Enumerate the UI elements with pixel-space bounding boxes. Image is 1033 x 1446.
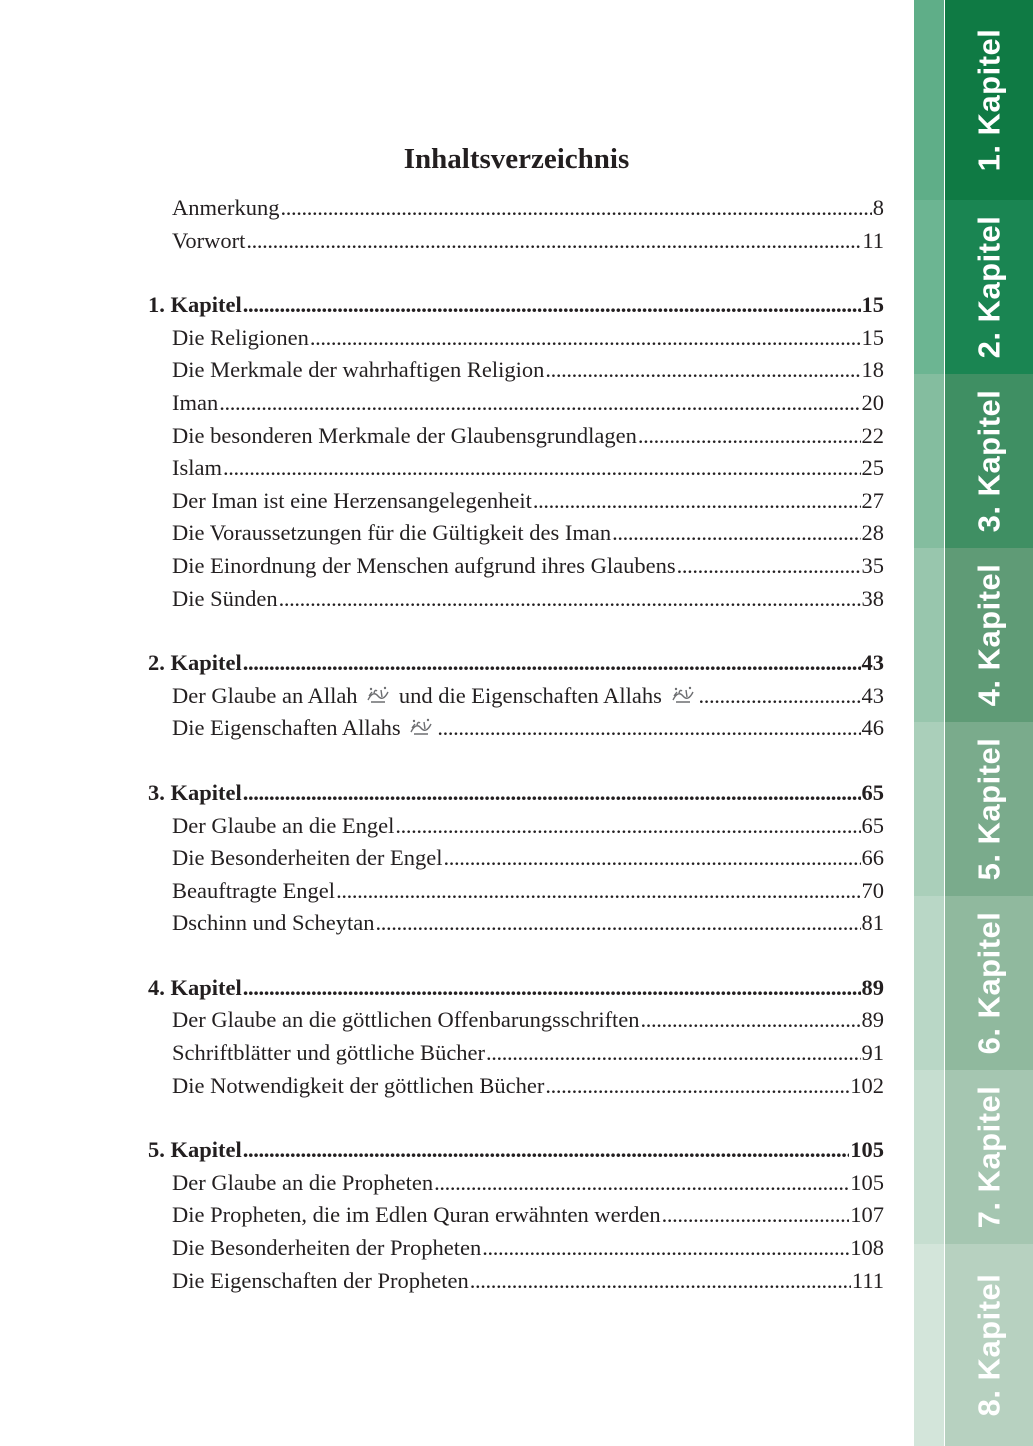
dot-leader (310, 322, 861, 354)
toc-entry-page: 38 (861, 585, 884, 611)
toc-entry (148, 420, 884, 453)
chapter-tab-3[interactable] (914, 374, 1033, 548)
dot-leader (699, 680, 861, 712)
toc-entry-label: Die Besonderheiten der Engel (172, 845, 443, 871)
toc-entry-page: 28 (861, 520, 884, 546)
tab-label: 1. Kapitel (971, 28, 1007, 172)
toc-entry-page: 35 (861, 552, 884, 578)
toc-entry-page: 105 (850, 1169, 884, 1195)
tab-strip (914, 374, 944, 548)
toc-entry-label: Die Besonderheiten der Propheten (172, 1235, 482, 1261)
toc-entry (148, 1004, 884, 1037)
toc-entry-label: Der Iman ist eine Herzensangelegenheit (172, 487, 532, 513)
toc-entry-label-part1: Die Eigenschaften Allahs (172, 715, 401, 741)
toc-entry (148, 680, 884, 713)
toc-chapter-heading (148, 289, 884, 322)
dot-leader (638, 420, 861, 452)
toc-entry-label: Anmerkung (172, 195, 280, 220)
dot-leader (219, 387, 860, 419)
tab-strip (914, 0, 944, 200)
dot-leader (545, 1070, 849, 1102)
toc-entry-label: Die Einordnung der Menschen aufgrund ihres Glaubens (172, 552, 676, 578)
toc-entry-page: 70 (861, 877, 884, 903)
toc-entry-page: 107 (850, 1202, 884, 1228)
toc-chapter-label: 4. Kapitel (148, 974, 242, 1000)
toc-entry (148, 517, 884, 550)
toc-entry-label: Der Glaube an die Engel (172, 812, 395, 838)
chapter-tab-6[interactable] (914, 896, 1033, 1070)
dot-leader (246, 225, 861, 257)
chapter-tab-1[interactable] (914, 0, 1033, 200)
toc-entry (148, 225, 884, 258)
toc-chapter-page: 15 (861, 292, 884, 318)
calligraphy-seal-icon (365, 684, 391, 706)
toc-chapter-page: 43 (861, 650, 884, 676)
toc-chapter-page: 89 (861, 974, 884, 1000)
toc-chapter-page: 65 (861, 779, 884, 805)
toc-entry (148, 354, 884, 387)
toc-chapter-heading (148, 647, 884, 680)
calligraphy-seal-icon (408, 716, 434, 738)
toc-entry-page: 25 (861, 455, 884, 481)
toc-entry-page: 8 (872, 195, 884, 220)
dot-leader (444, 842, 861, 874)
dot-leader (243, 1134, 850, 1166)
toc-chapter-label: 1. Kapitel (148, 292, 242, 318)
toc-entry (148, 1167, 884, 1200)
chapter-tab-8[interactable] (914, 1244, 1033, 1446)
toc-entry (148, 1070, 884, 1103)
toc-chapter-heading (148, 972, 884, 1005)
toc-entry (148, 810, 884, 843)
tab-label: 5. Kapitel (971, 737, 1007, 881)
toc-entry (148, 1037, 884, 1070)
tab-label: 2. Kapitel (971, 215, 1007, 359)
toc-entry-page: 18 (861, 357, 884, 383)
toc-entry (148, 192, 884, 225)
dot-leader (486, 1037, 860, 1069)
tab-label: 3. Kapitel (971, 389, 1007, 533)
toc-entry (148, 712, 884, 745)
dot-leader (482, 1232, 849, 1264)
toc-entry (148, 452, 884, 485)
toc-entry-label: Islam (172, 455, 222, 481)
toc-entry-label: Die Merkmale der wahrhaftigen Religion (172, 357, 545, 383)
tab-strip (914, 1244, 944, 1446)
toc-entry (148, 322, 884, 355)
tab-strip (914, 200, 944, 374)
toc-entry-label (172, 680, 698, 712)
dot-leader (375, 907, 860, 939)
toc-entry-page: 111 (851, 1267, 884, 1293)
dot-leader (243, 647, 861, 679)
toc-entry-label: Die Notwendigkeit der göttlichen Bücher (172, 1072, 545, 1098)
toc-entry (148, 875, 884, 908)
toc-entry-page: 11 (862, 227, 884, 253)
toc-entry-page: 81 (861, 910, 884, 936)
toc-entry-page: 20 (861, 389, 884, 415)
toc-entry-page: 108 (850, 1235, 884, 1261)
toc-entry-page: 15 (861, 324, 884, 350)
toc-entry-page: 66 (861, 845, 884, 871)
toc-entry-label-part2: und die Eigenschaften Allahs (398, 682, 662, 708)
toc-entry-label: Iman (172, 389, 219, 415)
toc-entry (148, 1265, 884, 1298)
toc-entry-page: 43 (861, 682, 884, 708)
toc-entry-label: Der Glaube an die Propheten (172, 1169, 434, 1195)
toc-entry-label: Die Religionen (172, 324, 309, 350)
chapter-tab-bar (914, 0, 1033, 1446)
dot-leader (395, 810, 860, 842)
toc-entry-label: Die Eigenschaften der Propheten (172, 1267, 469, 1293)
dot-leader (336, 875, 860, 907)
dot-leader (243, 972, 861, 1004)
chapter-tab-4[interactable] (914, 548, 1033, 722)
toc-entry-page: 46 (861, 715, 884, 741)
toc-entry-label: Schriftblätter und göttliche Bücher (172, 1040, 486, 1066)
toc-entry (148, 1232, 884, 1265)
toc-entry-page: 27 (861, 487, 884, 513)
toc-entry-page: 91 (861, 1040, 884, 1066)
toc-entry (148, 485, 884, 518)
dot-leader (641, 1004, 861, 1036)
toc-entry-label: Die Propheten, die im Edlen Quran erwähnten werden (172, 1202, 661, 1228)
page-title: Inhaltsverzeichnis (403, 143, 630, 176)
toc-chapter-label: 3. Kapitel (148, 779, 242, 805)
toc-chapter-heading (148, 777, 884, 810)
toc-entry-label: Der Glaube an die göttlichen Offenbarungsschriften (172, 1007, 640, 1033)
toc-chapter-heading (148, 1134, 884, 1167)
dot-leader (470, 1265, 851, 1297)
dot-leader (437, 712, 860, 744)
toc-entry (148, 550, 884, 583)
tab-label: 4. Kapitel (971, 563, 1007, 707)
tab-strip (914, 722, 944, 896)
toc-entry-label: Beauftragte Engel (172, 877, 336, 903)
toc-entry-label-part1: Der Glaube an Allah (172, 682, 358, 708)
dot-leader (280, 192, 871, 224)
dot-leader (662, 1199, 850, 1231)
toc-entry (148, 387, 884, 420)
toc-entry-label: Dschinn und Scheytan (172, 910, 375, 936)
toc-entry (148, 1199, 884, 1232)
chapter-tab-5[interactable] (914, 722, 1033, 896)
toc-entry-page: 102 (850, 1072, 884, 1098)
toc-entry-page: 22 (861, 422, 884, 448)
toc-entry (148, 842, 884, 875)
toc-chapter-label: 5. Kapitel (148, 1137, 242, 1163)
tab-label: 8. Kapitel (971, 1273, 1007, 1417)
toc-chapter-page: 105 (850, 1137, 884, 1163)
toc-chapter-label: 2. Kapitel (148, 650, 242, 676)
tab-label: 7. Kapitel (971, 1085, 1007, 1229)
dot-leader (243, 289, 861, 321)
dot-leader (677, 550, 861, 582)
calligraphy-seal-icon (670, 684, 696, 706)
toc-entry-page: 65 (861, 812, 884, 838)
toc-entry-label (172, 712, 436, 744)
dot-leader (434, 1167, 849, 1199)
tab-strip (914, 896, 944, 1070)
toc-entry (148, 583, 884, 616)
toc-entry-label: Vorwort (172, 227, 246, 253)
tab-strip (914, 1070, 944, 1244)
dot-leader (545, 354, 860, 386)
dot-leader (612, 517, 860, 549)
toc-entry (148, 907, 884, 940)
toc-entry-label: Die Sünden (172, 585, 278, 611)
toc-entry-label: Die besonderen Merkmale der Glaubensgrundlagen (172, 422, 637, 448)
dot-leader (243, 777, 861, 809)
chapter-tab-7[interactable] (914, 1070, 1033, 1244)
tab-strip (914, 548, 944, 722)
dot-leader (533, 485, 861, 517)
chapter-tab-2[interactable] (914, 200, 1033, 374)
toc-entry-page: 89 (861, 1007, 884, 1033)
table-of-contents (148, 192, 884, 1297)
toc-entry-label: Die Voraussetzungen für die Gültigkeit des Iman (172, 520, 612, 546)
dot-leader (223, 452, 861, 484)
tab-label: 6. Kapitel (971, 911, 1007, 1055)
dot-leader (279, 583, 861, 615)
